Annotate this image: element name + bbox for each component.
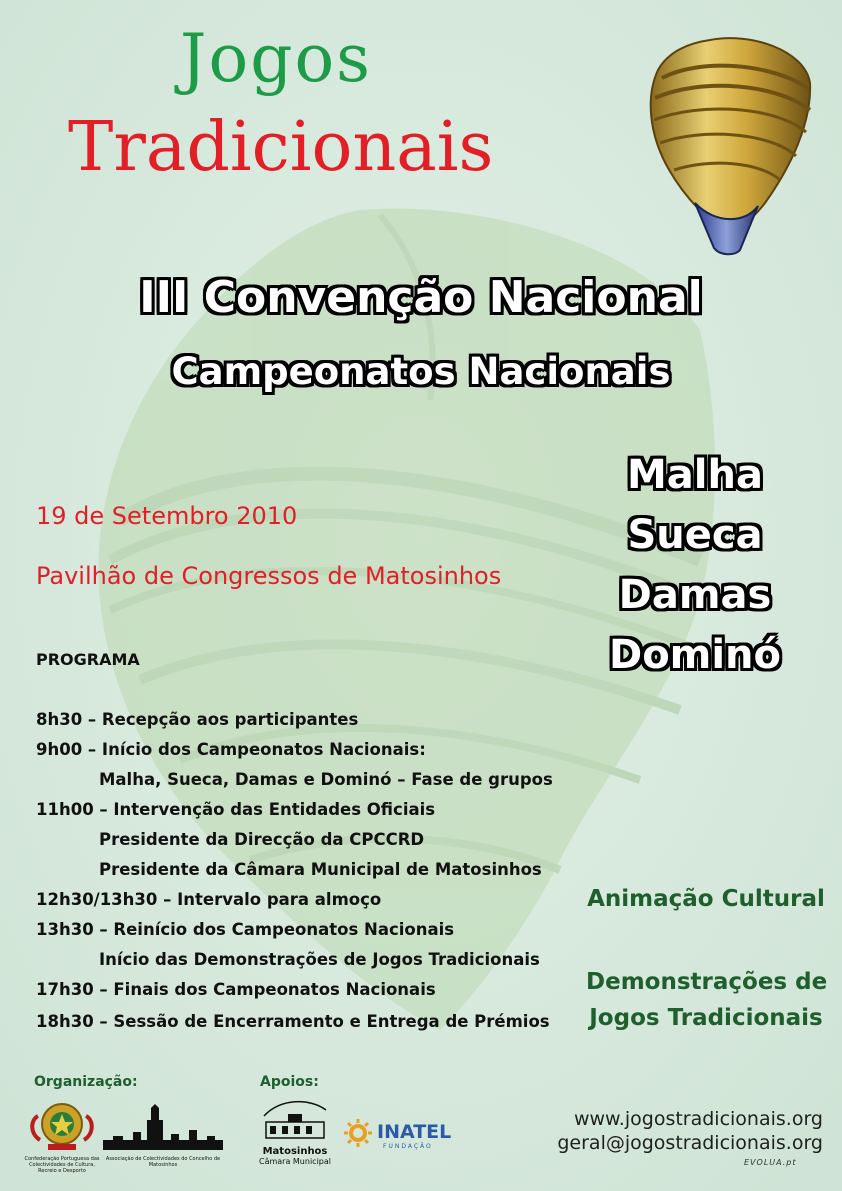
event-venue: Pavilhão de Congressos de Matosinhos (36, 562, 502, 590)
program-row: 17h30 – Finais dos Campeonatos Nacionais (36, 980, 436, 999)
program-row: Presidente da Câmara Municipal de Matosinhos (99, 860, 542, 879)
matosinhos-sub: Câmara Municipal (258, 1157, 331, 1166)
program-row: 18h30 – Sessão de Encerramento e Entrega de Prémios (36, 1012, 550, 1031)
matosinhos-skyline-icon (103, 1100, 223, 1152)
convention-heading: III Convenção Nacional (139, 272, 703, 323)
cpccrd-logo (24, 1100, 100, 1174)
title-jogos: Jogos (180, 20, 373, 97)
demonstrations-line2: Jogos Tradicionais (589, 1005, 823, 1031)
demonstrations-line1: Demonstrações de (586, 969, 828, 995)
matosinhos-building-icon (260, 1096, 330, 1142)
organization-label: Organização: (34, 1074, 138, 1090)
demonstrations-label (586, 964, 826, 1036)
cultural-animation-label: Animação Cultural (587, 886, 825, 912)
accm-logo (103, 1100, 223, 1168)
matosinhos-name: Matosinhos (262, 1146, 328, 1157)
program-row: 13h30 – Reinício dos Campeonatos Nacionais (36, 920, 455, 939)
program-row: 8h30 – Recepção aos participantes (36, 710, 359, 729)
game-damas: Damas (618, 572, 772, 618)
program-row: Malha, Sueca, Damas e Dominó – Fase de grupos (99, 770, 553, 789)
accm-caption: Associação de Colectividades do Concelho de Matosinhos (105, 1156, 221, 1168)
program-heading: PROGRAMA (36, 650, 140, 669)
event-date: 19 de Setembro 2010 (36, 502, 298, 530)
email-link[interactable]: geral@jogostradicionais.org (557, 1132, 823, 1154)
designer-credit: EVOLUA.pt (744, 1158, 797, 1167)
game-sueca: Sueca (627, 512, 763, 558)
game-malha: Malha (627, 452, 763, 498)
matosinhos-council-logo (255, 1096, 335, 1167)
support-label: Apoios: (260, 1074, 319, 1090)
championships-heading: Campeonatos Nacionais (171, 350, 671, 393)
program-row: Presidente da Direcção da CPCCRD (99, 830, 425, 849)
inatel-name: INATEL (377, 1121, 452, 1143)
program-row: 12h30/13h30 – Intervalo para almoço (36, 890, 382, 909)
program-row: Início das Demonstrações de Jogos Tradicionais (99, 950, 540, 969)
program-row: 9h00 – Início dos Campeonatos Nacionais: (36, 740, 426, 759)
cpccrd-caption: Confederação Portuguesa das Colectividades de Cultura, Recreio e Desporto (24, 1156, 100, 1174)
title-tradicionais: Tradicionais (68, 108, 494, 187)
spinning-top-illustration (640, 28, 820, 258)
games-list (570, 445, 820, 685)
website-link[interactable]: www.jogostradicionais.org (573, 1108, 823, 1130)
game-domino: Dominó (608, 632, 782, 678)
cpccrd-emblem-icon (24, 1100, 100, 1152)
inatel-sun-icon (343, 1118, 373, 1148)
program-list (36, 705, 553, 1037)
program-row: 11h00 – Intervenção das Entidades Oficiais (36, 800, 436, 819)
inatel-sub: FUNDAÇÃO (383, 1143, 433, 1150)
